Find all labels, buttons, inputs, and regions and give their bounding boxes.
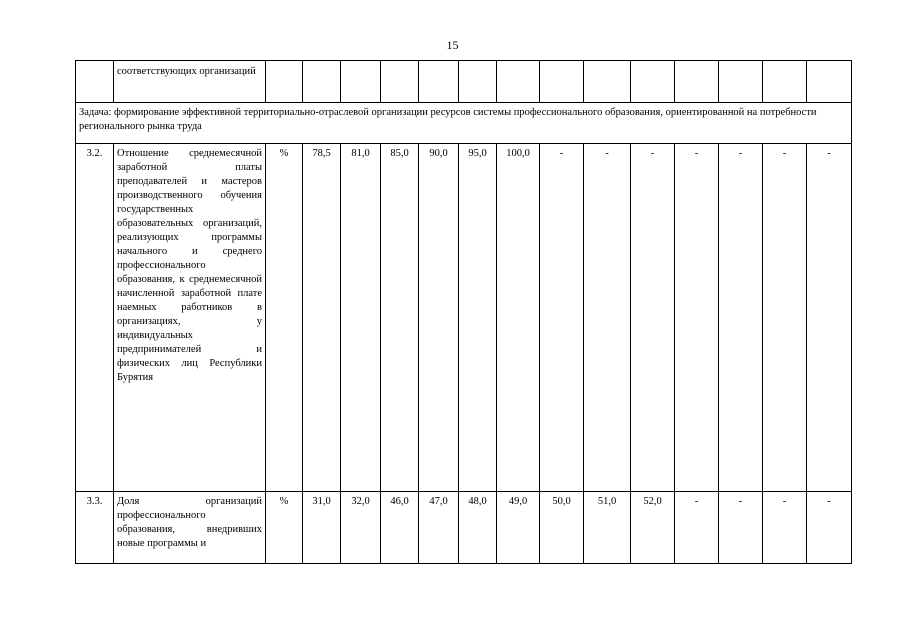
- cell-value: 32,0: [341, 492, 381, 564]
- cell-value: -: [763, 144, 807, 492]
- cell-value: -: [719, 144, 763, 492]
- cell-value: 81,0: [341, 144, 381, 492]
- cell-indicator-name: Доля организаций профессионального образования, внедривших новые программы и: [114, 492, 266, 564]
- cell-value: -: [675, 144, 719, 492]
- table-row-continuation: [76, 61, 852, 103]
- cell-num: 3.3.: [76, 492, 114, 564]
- table-row-task: [76, 103, 852, 144]
- cell-num: [76, 61, 114, 103]
- cell-value: 31,0: [303, 492, 341, 564]
- cell-value: 95,0: [459, 144, 497, 492]
- cell-value: -: [807, 492, 852, 564]
- page-number: 15: [446, 38, 459, 52]
- cell-value: 47,0: [419, 492, 459, 564]
- cell-value: 90,0: [419, 144, 459, 492]
- cell-value: 100,0: [497, 144, 540, 492]
- cell-indicator-name: Отношение среднемесячной заработной платы преподавателей и мастеров производственного обучения государственных образовательных организаций, реализующих программы начального и среднего профессионального образования, к среднемесячной начисленной заработной плате наемных работников в организациях, у индивидуальных предпринимателей и физических лиц Республики Бурятия: [114, 144, 266, 492]
- table-row: [76, 492, 852, 564]
- cell-value: 46,0: [381, 492, 419, 564]
- cell-value: -: [584, 144, 631, 492]
- cell-value: 50,0: [540, 492, 584, 564]
- cell-value: 52,0: [631, 492, 675, 564]
- cell-value: 78,5: [303, 144, 341, 492]
- cell-value: 48,0: [459, 492, 497, 564]
- cell-unit: %: [266, 144, 303, 492]
- cell-value: 49,0: [497, 492, 540, 564]
- cell-value: 85,0: [381, 144, 419, 492]
- cell-unit: %: [266, 492, 303, 564]
- task-text: Задача: формирование эффективной территориально-отраслевой организации ресурсов системы профессионального образования, ориентированной на потребности регионального рынка труда: [76, 103, 852, 144]
- cell-value: -: [631, 144, 675, 492]
- cell-value: -: [719, 492, 763, 564]
- cell-value: -: [675, 492, 719, 564]
- cell-value: 51,0: [584, 492, 631, 564]
- indicators-table: [75, 60, 852, 564]
- cell-value: -: [763, 492, 807, 564]
- cell-indicator-name: соответствующих организаций: [114, 61, 266, 103]
- table-row: [76, 144, 852, 492]
- cell-value: -: [807, 144, 852, 492]
- cell-value: -: [540, 144, 584, 492]
- cell-num: 3.2.: [76, 144, 114, 492]
